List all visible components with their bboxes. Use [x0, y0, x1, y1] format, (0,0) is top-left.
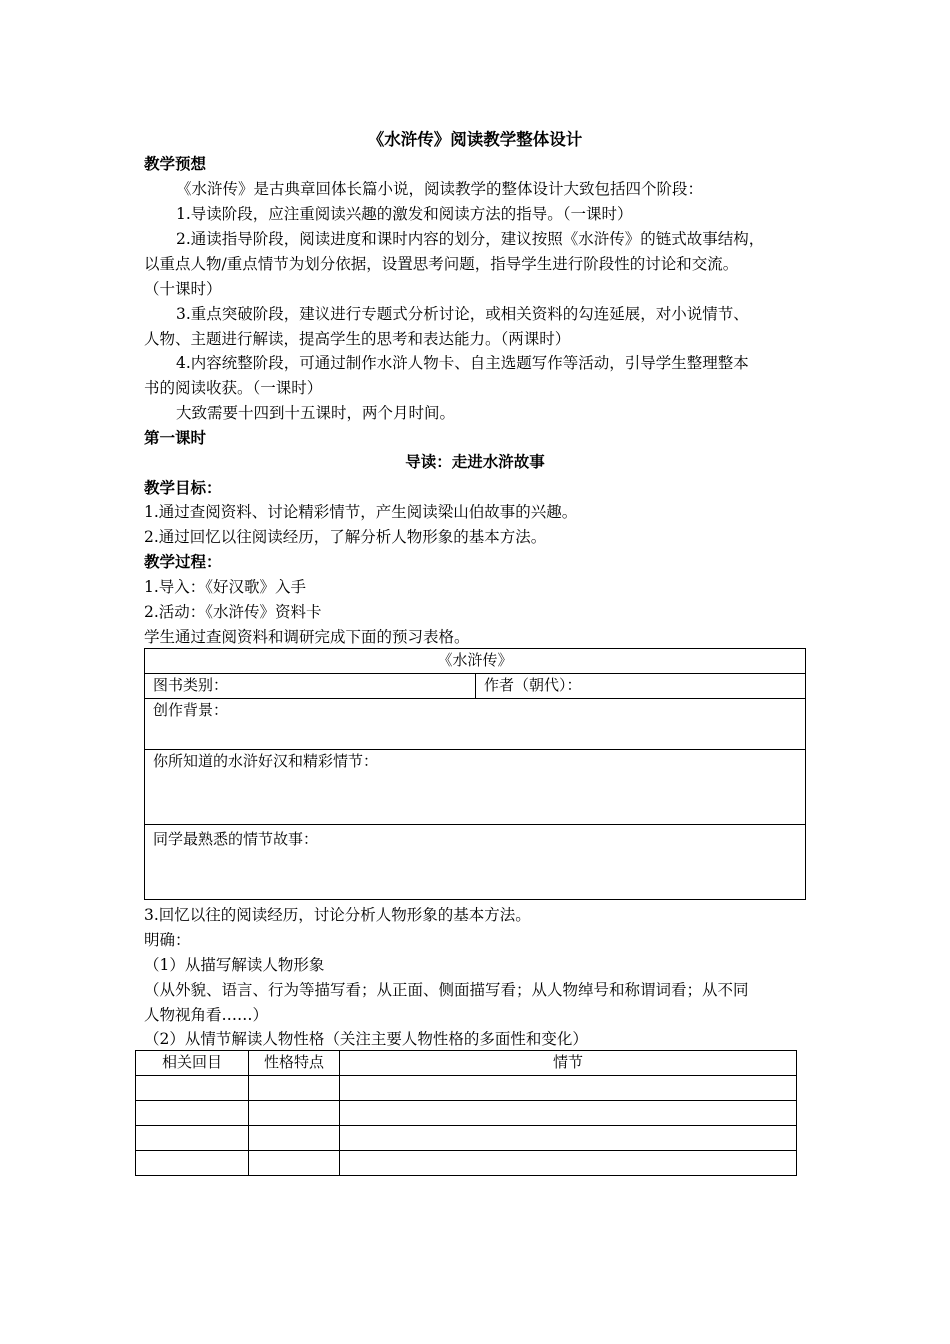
clarify-label: 明确： [144, 931, 191, 949]
method-1-description-line-2: 人物视角看……） [144, 1006, 269, 1024]
table-cell [136, 1151, 249, 1176]
trait-header-chapter: 相关回目 [136, 1051, 249, 1076]
process-heading: 教学过程： [144, 553, 222, 571]
table-cell [340, 1101, 797, 1126]
preface-intro: 《水浒传》是古典章回体长篇小说，阅读教学的整体设计大致包括四个阶段： [176, 180, 704, 198]
preface-summary: 大致需要十四到十五课时，两个月时间。 [176, 404, 456, 422]
table-cell [136, 1126, 249, 1151]
table-cell [136, 1076, 249, 1101]
step-1: 1.导入：《好汉歌》入手 [144, 578, 307, 596]
trait-table-header-row [136, 1051, 797, 1076]
preface-stage-3-line-2: 人物、主题进行解读，提高学生的思考和表达能力。（两课时） [144, 330, 571, 348]
preface-heading: 教学预想 [144, 155, 207, 173]
step-2: 2.活动：《水浒传》资料卡 [144, 603, 322, 621]
preface-stage-3-line-1: 3.重点突破阶段，建议进行专题式分析讨论，或相关资料的勾连延展，对小说情节、 [176, 305, 749, 323]
card-heroes: 你所知道的水浒好汉和精彩情节： [145, 750, 806, 825]
preface-stage-2-line-3: （十课时） [144, 280, 222, 298]
lesson-heading: 第一课时 [144, 429, 207, 447]
trait-header-plot: 情节 [340, 1051, 797, 1076]
card-author: 作者（朝代）： [476, 674, 806, 699]
document-title: 《水浒传》阅读教学整体设计 [367, 130, 583, 149]
preface-stage-2-line-1: 2.通读指导阶段，阅读进度和课时内容的划分，建议按照《水浒传》的链式故事结构， [176, 230, 765, 248]
method-1-description-line-1: （从外貌、语言、行为等描写看；从正面、侧面描写看；从人物绰号和称谓词看；从不同 [144, 981, 749, 999]
method-1: （1）从描写解读人物形象 [144, 956, 325, 974]
lesson-subtitle: 导读：走进水浒故事 [405, 453, 545, 471]
card-title: 《水浒传》 [145, 649, 806, 674]
table-cell [249, 1151, 340, 1176]
preface-stage-2-line-2: 以重点人物/重点情节为划分依据，设置思考问题，指导学生进行阶段性的讨论和交流。 [144, 255, 739, 273]
card-background: 创作背景： [145, 699, 806, 750]
table-cell [340, 1126, 797, 1151]
card-category: 图书类别： [145, 674, 476, 699]
step-2-description: 学生通过查阅资料和调研完成下面的预习表格。 [144, 628, 470, 646]
method-2: （2）从情节解读人物性格（关注主要人物性格的多面性和变化） [144, 1030, 588, 1048]
preface-stage-1: 1.导读阶段，应注重阅读兴趣的激发和阅读方法的指导。（一课时） [176, 205, 633, 223]
preface-stage-4-line-2: 书的阅读收获。（一课时） [144, 379, 323, 397]
table-row [136, 1126, 797, 1151]
trait-table [135, 1050, 797, 1176]
card-familiar-stories: 同学最熟悉的情节故事： [145, 825, 806, 900]
trait-header-traits: 性格特点 [249, 1051, 340, 1076]
table-cell [340, 1151, 797, 1176]
table-cell [136, 1101, 249, 1126]
table-row [136, 1151, 797, 1176]
preview-card-table [144, 648, 806, 900]
table-cell [249, 1101, 340, 1126]
goal-1: 1.通过查阅资料、讨论精彩情节，产生阅读梁山伯故事的兴趣。 [144, 503, 578, 521]
table-cell [249, 1126, 340, 1151]
step-3: 3.回忆以往的阅读经历，讨论分析人物形象的基本方法。 [144, 906, 531, 924]
table-row [136, 1076, 797, 1101]
goal-2: 2.通过回忆以往阅读经历，了解分析人物形象的基本方法。 [144, 528, 547, 546]
table-cell [249, 1076, 340, 1101]
goals-heading: 教学目标： [144, 479, 222, 497]
preface-stage-4-line-1: 4.内容统整阶段，可通过制作水浒人物卡、自主选题写作等活动，引导学生整理整本 [176, 354, 749, 372]
table-cell [340, 1076, 797, 1101]
table-row [136, 1101, 797, 1126]
